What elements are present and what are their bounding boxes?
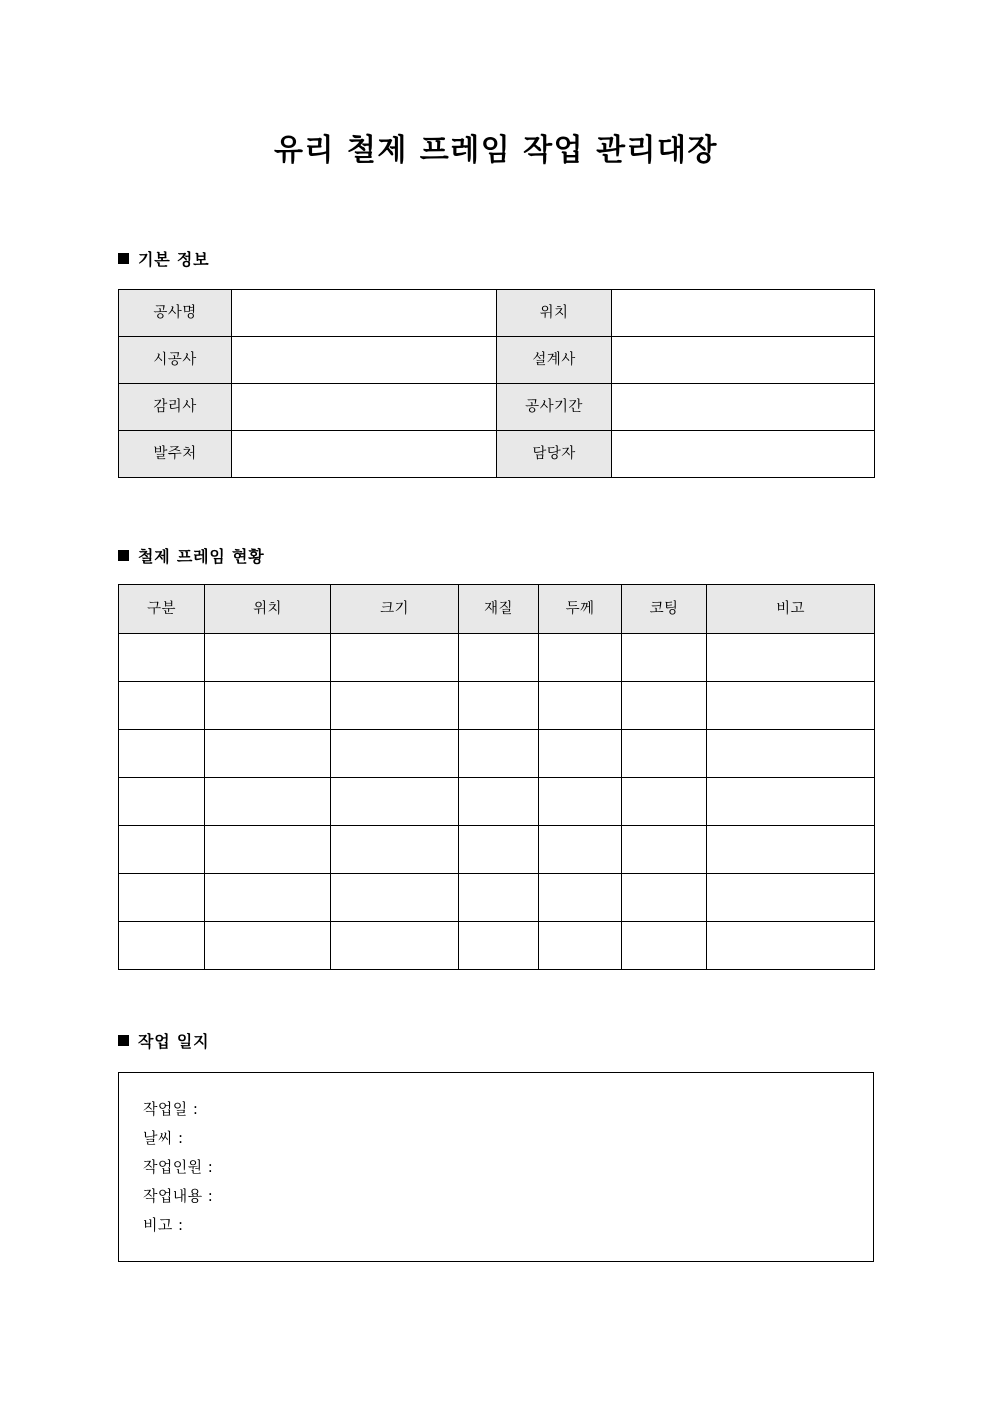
table-row bbox=[119, 826, 875, 874]
work-log-field-label: 작업일 : bbox=[143, 1100, 199, 1118]
frame-status-table-body bbox=[119, 634, 875, 970]
frame-status-column-header: 코팅 bbox=[622, 585, 707, 634]
frame-status-cell[interactable] bbox=[539, 874, 622, 922]
frame-status-cell[interactable] bbox=[205, 826, 331, 874]
frame-status-cell[interactable] bbox=[459, 826, 539, 874]
frame-status-cell[interactable] bbox=[119, 634, 205, 682]
basic-info-value-left[interactable] bbox=[232, 384, 497, 431]
frame-status-cell[interactable] bbox=[622, 730, 707, 778]
work-log-box[interactable] bbox=[118, 1072, 874, 1262]
frame-status-cell[interactable] bbox=[459, 778, 539, 826]
frame-status-cell[interactable] bbox=[459, 634, 539, 682]
frame-status-cell[interactable] bbox=[331, 682, 459, 730]
table-row bbox=[119, 778, 875, 826]
square-bullet-icon bbox=[118, 1035, 129, 1046]
frame-status-cell[interactable] bbox=[539, 730, 622, 778]
table-row bbox=[119, 634, 875, 682]
basic-info-value-right[interactable] bbox=[612, 290, 875, 337]
work-log-field-label: 날씨 : bbox=[143, 1129, 184, 1147]
table-row bbox=[119, 874, 875, 922]
frame-status-cell[interactable] bbox=[622, 634, 707, 682]
frame-status-column-header: 위치 bbox=[205, 585, 331, 634]
basic-info-label-right: 담당자 bbox=[497, 431, 612, 478]
frame-status-column-header: 재질 bbox=[459, 585, 539, 634]
basic-info-table bbox=[118, 289, 875, 478]
square-bullet-icon bbox=[118, 550, 129, 561]
frame-status-cell[interactable] bbox=[205, 730, 331, 778]
section-heading-frame-status-label: 철제 프레임 현황 bbox=[138, 547, 265, 566]
section-heading-frame-status bbox=[118, 546, 265, 568]
frame-status-cell[interactable] bbox=[622, 826, 707, 874]
frame-status-cell[interactable] bbox=[459, 682, 539, 730]
frame-status-table-head bbox=[119, 585, 875, 634]
frame-status-header-row bbox=[119, 585, 875, 634]
frame-status-cell[interactable] bbox=[622, 682, 707, 730]
frame-status-cell[interactable] bbox=[205, 634, 331, 682]
frame-status-cell[interactable] bbox=[331, 730, 459, 778]
frame-status-column-header: 크기 bbox=[331, 585, 459, 634]
work-log-field-label: 작업인원 : bbox=[143, 1158, 214, 1176]
section-heading-work-log-label: 작업 일지 bbox=[138, 1032, 210, 1051]
frame-status-cell[interactable] bbox=[622, 922, 707, 970]
square-bullet-icon bbox=[118, 253, 129, 264]
frame-status-cell[interactable] bbox=[707, 778, 875, 826]
basic-info-table-body bbox=[119, 290, 875, 478]
frame-status-column-header: 두께 bbox=[539, 585, 622, 634]
frame-status-cell[interactable] bbox=[331, 826, 459, 874]
basic-info-row bbox=[119, 384, 875, 431]
frame-status-cell[interactable] bbox=[205, 778, 331, 826]
frame-status-cell[interactable] bbox=[119, 922, 205, 970]
frame-status-cell[interactable] bbox=[205, 922, 331, 970]
frame-status-cell[interactable] bbox=[707, 922, 875, 970]
frame-status-table bbox=[118, 584, 875, 970]
frame-status-cell[interactable] bbox=[539, 826, 622, 874]
frame-status-cell[interactable] bbox=[119, 682, 205, 730]
frame-status-cell[interactable] bbox=[205, 874, 331, 922]
frame-status-cell[interactable] bbox=[707, 682, 875, 730]
frame-status-cell[interactable] bbox=[205, 682, 331, 730]
basic-info-value-left[interactable] bbox=[232, 431, 497, 478]
work-log-field-label: 비고 : bbox=[143, 1216, 184, 1234]
table-row bbox=[119, 730, 875, 778]
work-log-field-list bbox=[119, 1073, 873, 1240]
frame-status-cell[interactable] bbox=[331, 874, 459, 922]
frame-status-cell[interactable] bbox=[622, 874, 707, 922]
frame-status-cell[interactable] bbox=[119, 778, 205, 826]
frame-status-cell[interactable] bbox=[119, 826, 205, 874]
frame-status-column-header: 비고 bbox=[707, 585, 875, 634]
basic-info-row bbox=[119, 431, 875, 478]
frame-status-cell[interactable] bbox=[459, 730, 539, 778]
frame-status-cell[interactable] bbox=[707, 730, 875, 778]
frame-status-column-header: 구분 bbox=[119, 585, 205, 634]
frame-status-cell[interactable] bbox=[539, 682, 622, 730]
frame-status-cell[interactable] bbox=[331, 778, 459, 826]
basic-info-label-left: 시공사 bbox=[119, 337, 232, 384]
frame-status-cell[interactable] bbox=[119, 730, 205, 778]
basic-info-value-left[interactable] bbox=[232, 337, 497, 384]
frame-status-cell[interactable] bbox=[707, 634, 875, 682]
table-row bbox=[119, 682, 875, 730]
frame-status-cell[interactable] bbox=[707, 874, 875, 922]
basic-info-label-right: 설계사 bbox=[497, 337, 612, 384]
basic-info-value-right[interactable] bbox=[612, 384, 875, 431]
frame-status-cell[interactable] bbox=[331, 922, 459, 970]
page-title: 유리 철제 프레임 작업 관리대장 bbox=[273, 133, 719, 168]
frame-status-cell[interactable] bbox=[622, 778, 707, 826]
section-heading-basic-info bbox=[118, 249, 209, 271]
basic-info-row bbox=[119, 290, 875, 337]
frame-status-cell[interactable] bbox=[459, 874, 539, 922]
frame-status-cell[interactable] bbox=[459, 922, 539, 970]
section-heading-work-log bbox=[118, 1031, 209, 1053]
frame-status-cell[interactable] bbox=[331, 634, 459, 682]
frame-status-cell[interactable] bbox=[119, 874, 205, 922]
basic-info-label-left: 감리사 bbox=[119, 384, 232, 431]
basic-info-label-right: 위치 bbox=[497, 290, 612, 337]
basic-info-label-left: 발주처 bbox=[119, 431, 232, 478]
frame-status-cell[interactable] bbox=[539, 634, 622, 682]
section-heading-basic-info-label: 기본 정보 bbox=[138, 250, 210, 269]
table-row bbox=[119, 922, 875, 970]
frame-status-cell[interactable] bbox=[539, 922, 622, 970]
basic-info-value-right[interactable] bbox=[612, 337, 875, 384]
frame-status-cell[interactable] bbox=[707, 826, 875, 874]
basic-info-label-left: 공사명 bbox=[119, 290, 232, 337]
frame-status-cell[interactable] bbox=[539, 778, 622, 826]
basic-info-value-left[interactable] bbox=[232, 290, 497, 337]
work-log-field-label: 작업내용 : bbox=[143, 1187, 214, 1205]
basic-info-row bbox=[119, 337, 875, 384]
basic-info-value-right[interactable] bbox=[612, 431, 875, 478]
basic-info-label-right: 공사기간 bbox=[497, 384, 612, 431]
